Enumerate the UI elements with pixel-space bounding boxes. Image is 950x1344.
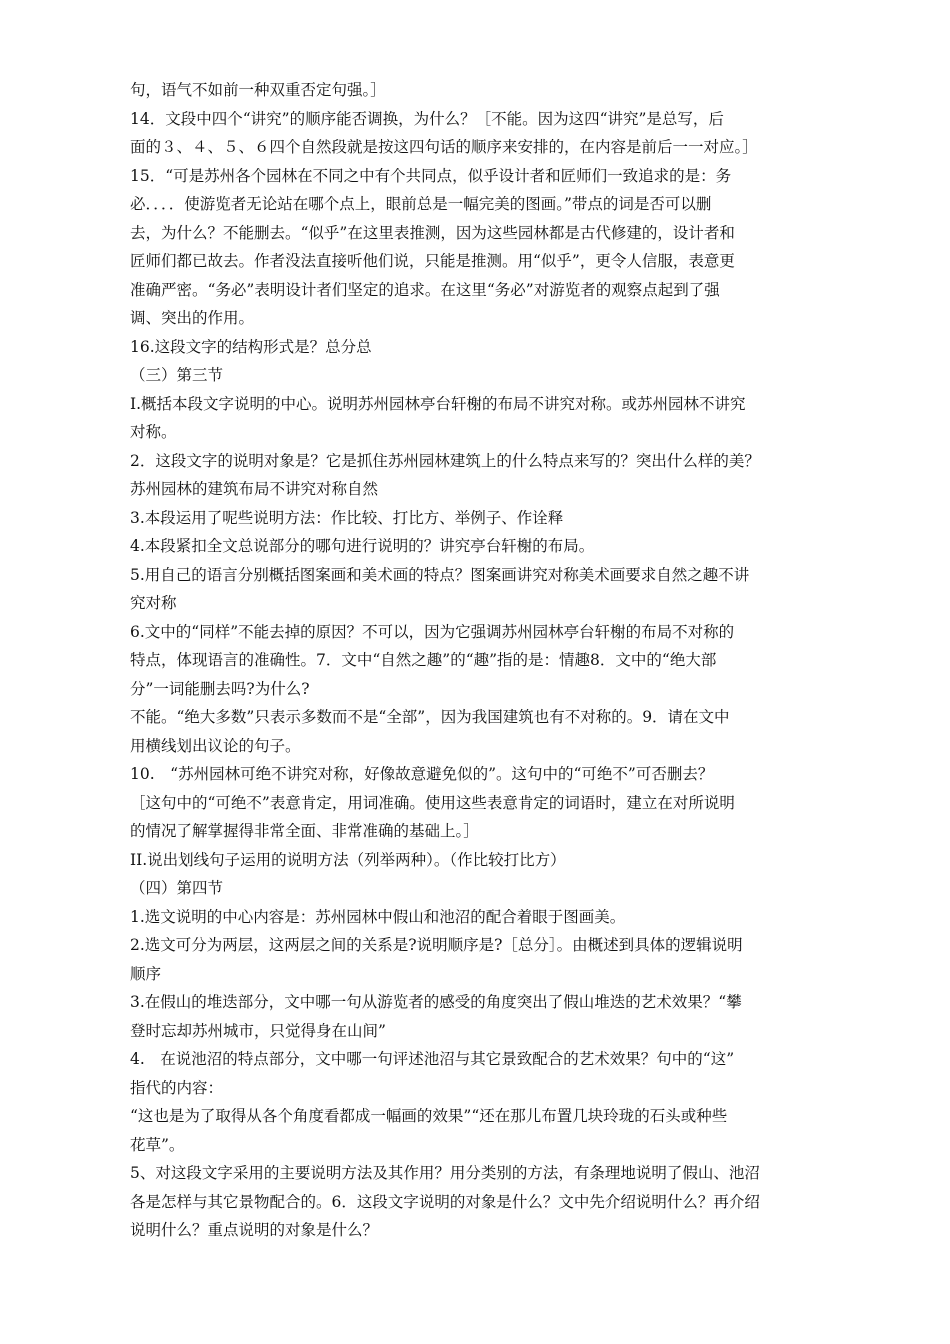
text-line: 4. 在说池沼的特点部分，文中哪一句评述池沼与其它景致配合的艺术效果？句中的“这”	[130, 1050, 735, 1068]
text-line: 指代的内容：	[130, 1078, 224, 1097]
text-line: “这也是为了取得从各个角度看都成一幅画的效果”“还在那儿布置几块玲珑的石头或种些	[130, 1107, 728, 1125]
text-line: 顺序	[130, 964, 162, 983]
text-line: 对称。	[130, 423, 177, 441]
text-line: 14．文段中四个“讲究”的顺序能否调换，为什么？［不能。因为这四“讲究”是总写，后	[130, 109, 724, 128]
text-line: 15．“可是苏州各个园林在不同之中有个共同点，似乎设计者和匠师们一致追求的是：务	[130, 166, 732, 185]
text-line: 必．．．．使游览者无论站在哪个点上，眼前总是一幅完美的图画。”带点的词是否可以删	[130, 195, 712, 213]
text-line: 苏州园林的建筑布局不讲究对称自然	[130, 480, 379, 498]
text-line: 究对称	[130, 594, 177, 612]
text-line: 登时忘却苏州城市，只觉得身在山间”	[130, 1021, 386, 1040]
text-line: ［这句中的“可绝不”表意肯定，用词准确。使用这些表意肯定的词语时，建立在对所说明	[130, 793, 735, 812]
text-line: 3.在假山的堆迭部分，文中哪一句从游览者的感受的角度突出了假山堆迭的艺术效果？“攀	[130, 993, 742, 1011]
text-line: 10. “苏州园林可绝不讲究对称，好像故意避免似的”。这句中的“可绝不”可否删去？	[130, 765, 714, 783]
text-line: 花草”。	[130, 1135, 185, 1154]
text-line: 1.选文说明的中心内容是：苏州园林中假山和池沼的配合着眼于图画美。	[130, 907, 626, 926]
text-line: 用横线划出议论的句子。	[130, 736, 301, 755]
text-line: 句，语气不如前一种双重否定句强。］	[130, 81, 386, 99]
text-line: 各是怎样与其它景物配合的。6．这段文字说明的对象是什么？文中先介绍说明什么？再介绍	[130, 1192, 760, 1211]
text-line: 16.这段文字的结构形式是？总分总	[130, 337, 372, 356]
section-heading: （四）第四节	[130, 879, 224, 897]
text-line: 分”一词能删去吗?为什么?	[130, 679, 310, 698]
text-line: 5、对这段文字采用的主要说明方法及其作用？用分类别的方法，有条理地说明了假山、池沼	[130, 1164, 760, 1182]
text-line: I.概括本段文字说明的中心。说明苏州园林亭台轩榭的布局不讲究对称。或苏州园林不讲究	[130, 394, 746, 413]
text-line: 去，为什么？不能删去。“似乎”在这里表推测，因为这些园林都是古代修建的，设计者和	[130, 223, 735, 242]
text-line: 调、突出的作用。	[130, 309, 255, 327]
text-line: 4.本段紧扣全文总说部分的哪句进行说明的？讲究亭台轩榭的布局。	[130, 537, 595, 555]
text-line: 匠师们都已故去。作者没法直接听他们说，只能是推测。用“似乎”，更令人信服，表意更	[130, 252, 735, 270]
text-line: 不能。“绝大多数”只表示多数而不是“全部”，因为我国建筑也有不对称的。9．请在文中	[130, 708, 730, 726]
document-body	[130, 76, 830, 1245]
text-line: 3.本段运用了呢些说明方法：作比较、打比方、举例子、作诠释	[130, 508, 564, 527]
text-line: 2．这段文字的说明对象是？它是抓住苏州园林建筑上的什么特点来写的？突出什么样的美？	[130, 451, 760, 470]
text-line: 2.选文可分为两层，这两层之间的关系是?说明顺序是?［总分］。由概述到具体的逻辑说明	[130, 936, 743, 954]
text-line: 特点，体现语言的准确性。7．文中“自然之趣”的“趣”指的是：情趣8．文中的“绝大部	[130, 651, 717, 669]
text-line: 6.文中的“同样”不能去掉的原因？不可以，因为它强调苏州园林亭台轩榭的布局不对称的	[130, 622, 735, 641]
text-line: 5.用自己的语言分别概括图案画和美术画的特点？图案画讲究对称美术画要求自然之趣不讲	[130, 565, 750, 584]
text-line: 说明什么？重点说明的对象是什么？	[130, 1221, 379, 1239]
text-line: 准确严密。“务必”表明设计者们坚定的追求。在这里“务必”对游览者的观察点起到了强	[130, 280, 720, 299]
section-heading: （三）第三节	[130, 366, 224, 384]
text-line: 面的３、４、５、６四个自然段就是按这四句话的顺序来安排的，在内容是前后一一对应。］	[130, 138, 758, 156]
text-line: 的情况了解掌握得非常全面、非常准确的基础上。］	[130, 822, 479, 840]
text-line: II.说出划线句子运用的说明方法（列举两种）。（作比较打比方）	[130, 850, 566, 869]
